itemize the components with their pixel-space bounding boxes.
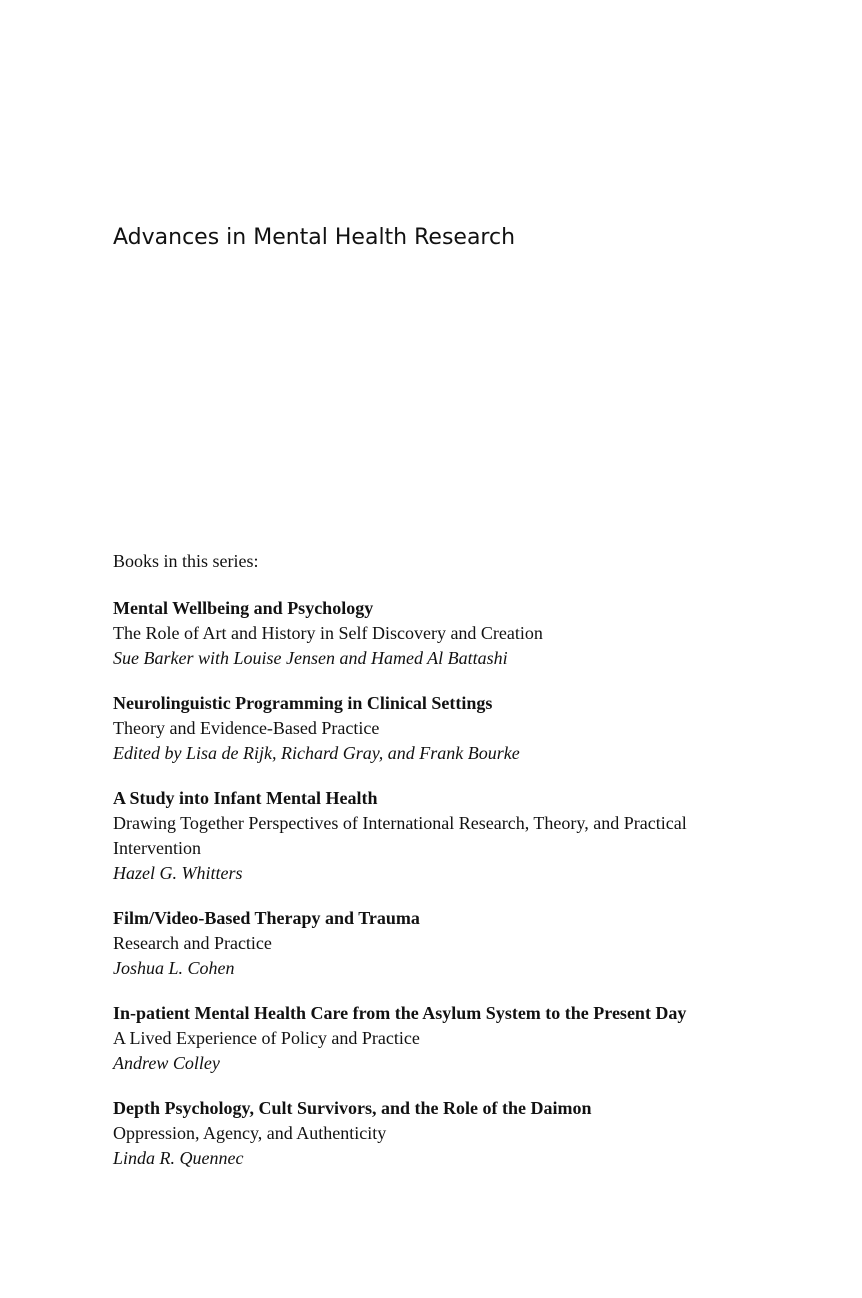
book-title: Neurolinguistic Programming in Clinical Settings [113,693,493,713]
book-entry [113,1001,773,1076]
book-list [113,596,773,1171]
book-author: Andrew Colley [113,1053,220,1073]
book-subtitle: Research and Practice [113,933,272,953]
book-author: Hazel G. Whitters [113,863,243,883]
book-subtitle: The Role of Art and History in Self Discovery and Creation [113,623,543,643]
book-title: A Study into Infant Mental Health [113,788,378,808]
book-subtitle: Drawing Together Perspectives of International Research, Theory, and Practical Intervention [113,813,687,858]
book-author: Sue Barker with Louise Jensen and Hamed Al Battashi [113,648,508,668]
book-entry [113,786,773,886]
book-author: Edited by Lisa de Rijk, Richard Gray, and Frank Bourke [113,743,520,763]
series-intro-text: Books in this series: [113,551,259,571]
book-title: Mental Wellbeing and Psychology [113,598,374,618]
book-entry [113,596,773,671]
book-entry [113,691,773,766]
series-title: Advances in Mental Health Research [113,225,516,250]
book-title: Depth Psychology, Cult Survivors, and the Role of the Daimon [113,1098,592,1118]
book-entry [113,906,773,981]
book-author: Linda R. Quennec [113,1148,244,1168]
book-title: Film/Video-Based Therapy and Trauma [113,908,420,928]
book-subtitle: Theory and Evidence-Based Practice [113,718,380,738]
book-entry [113,1096,773,1171]
book-title: In-patient Mental Health Care from the Asylum System to the Present Day [113,1003,687,1023]
book-subtitle: A Lived Experience of Policy and Practice [113,1028,420,1048]
books-in-series-section [113,549,773,1191]
book-subtitle: Oppression, Agency, and Authenticity [113,1123,387,1143]
book-author: Joshua L. Cohen [113,958,235,978]
